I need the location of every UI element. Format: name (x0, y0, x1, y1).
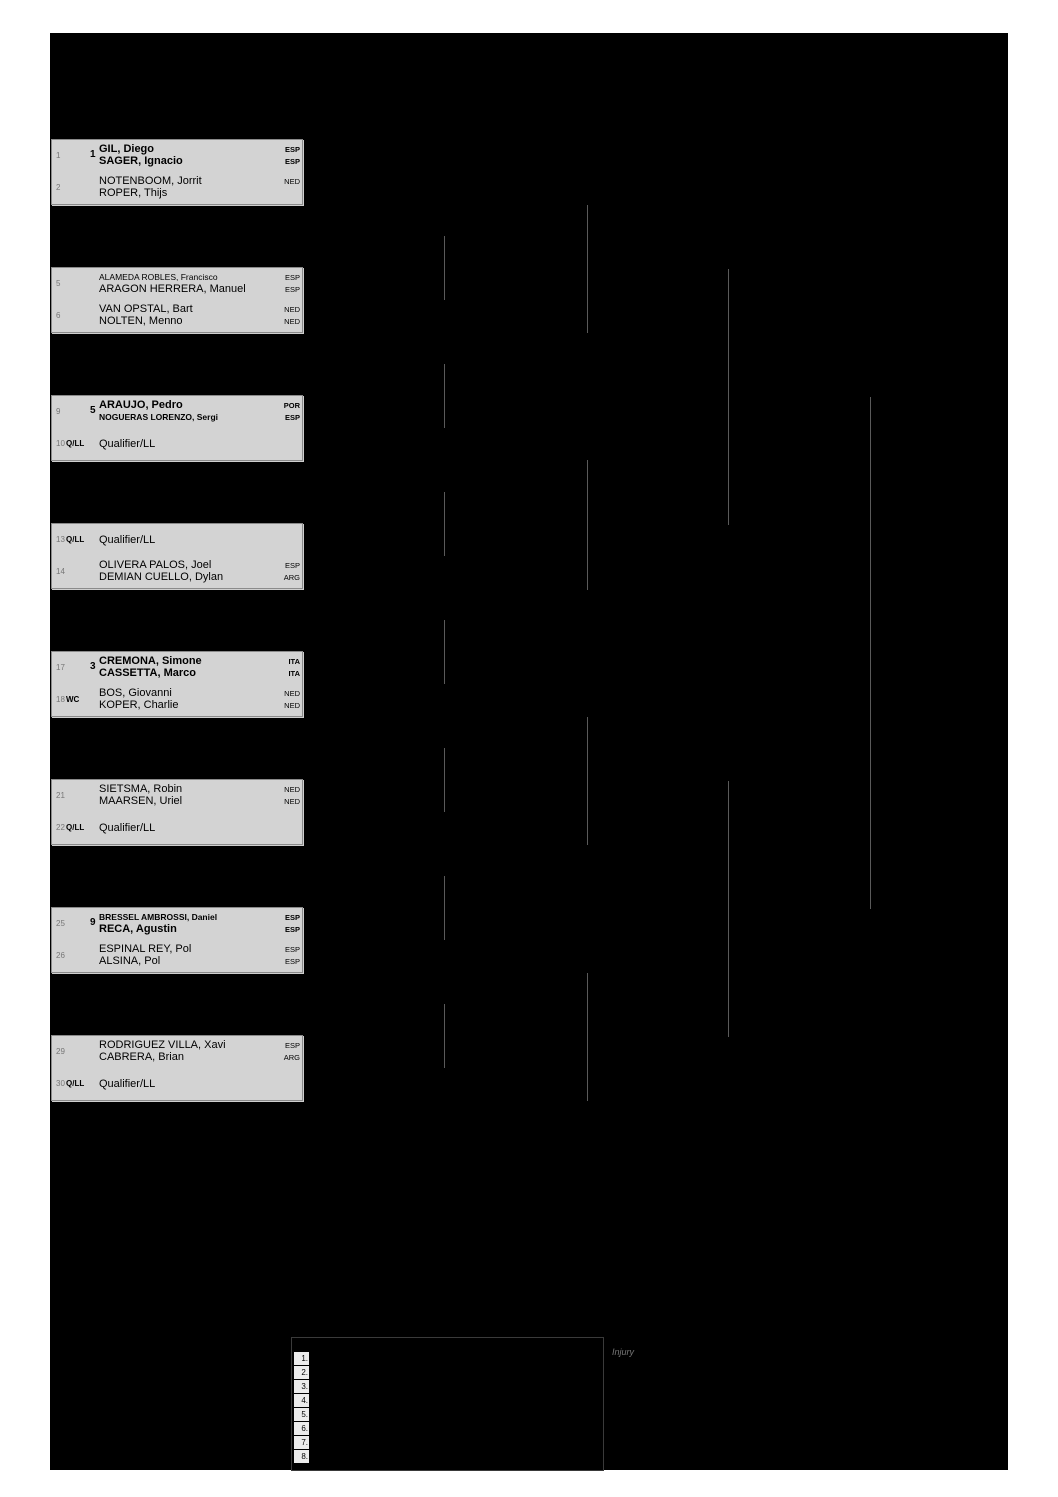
player-name: SIETSMA, Robin (99, 783, 183, 795)
alternate-row-number: 8. (294, 1450, 309, 1463)
bracket-line (587, 973, 588, 1037)
player-country: ITA (288, 657, 300, 666)
player-name: BOS, Giovanni (99, 687, 172, 699)
player-name: ALAMEDA ROBLES, Francisco (99, 272, 218, 282)
draw-number: 18 (56, 695, 65, 704)
player-country: ESP (284, 1041, 300, 1050)
player-country: POR (283, 401, 300, 410)
seed-number: 3 (90, 661, 96, 672)
player-country: ESP (284, 913, 300, 922)
draw-entry (52, 1068, 302, 1100)
bracket-line (444, 620, 445, 684)
alternate-row-number: 6. (294, 1422, 309, 1435)
draw-number: 5 (56, 279, 61, 288)
match-box (51, 139, 303, 205)
player-country: ESP (284, 957, 300, 966)
draw-number: 22 (56, 823, 65, 832)
player-country: NED (284, 701, 300, 710)
player-country: ESP (284, 157, 300, 166)
draw-entry (52, 1036, 302, 1068)
draw-number: 25 (56, 919, 65, 928)
player-country: ARG (283, 573, 300, 582)
draw-entry (52, 524, 302, 556)
bracket-line (587, 717, 588, 781)
draw-entry (52, 684, 302, 716)
player-country: ITA (288, 669, 300, 678)
draw-number: 30 (56, 1079, 65, 1088)
player-name: Qualifier/LL (99, 822, 156, 834)
alternate-row-number: 4. (294, 1394, 309, 1407)
draw-number: 26 (56, 951, 65, 960)
draw-entry (52, 908, 302, 940)
match-box (51, 1035, 303, 1101)
bracket-line (728, 397, 729, 525)
bracket-line (444, 1004, 445, 1068)
bracket-line (444, 364, 445, 428)
bracket-line (587, 525, 588, 590)
seed-number: 1 (90, 149, 96, 160)
entry-tag: Q/LL (66, 439, 85, 448)
player-country: NED (284, 689, 300, 698)
player-name: SAGER, Ignacio (99, 155, 183, 167)
player-name: NOTENBOOM, Jorrit (99, 175, 202, 187)
player-name: VAN OPSTAL, Bart (99, 303, 193, 315)
player-country: NED (284, 317, 300, 326)
player-name: Qualifier/LL (99, 534, 156, 546)
draw-entry (52, 556, 302, 588)
bracket-line (587, 1037, 588, 1101)
draw-entry (52, 396, 302, 428)
draw-number: 14 (56, 567, 65, 576)
player-name: KOPER, Charlie (99, 699, 179, 711)
draw-sheet-background (50, 33, 1008, 1470)
bracket-line (587, 269, 588, 333)
draw-number: 1 (56, 151, 61, 160)
bracket-line (444, 876, 445, 940)
player-name: DEMIAN CUELLO, Dylan (99, 571, 224, 583)
draw-number: 29 (56, 1047, 65, 1056)
player-country: ESP (284, 945, 300, 954)
alternate-row-number: 3. (294, 1380, 309, 1393)
draw-entry (52, 172, 302, 204)
player-name: NOGUERAS LORENZO, Sergi (99, 412, 219, 422)
player-country: ESP (284, 561, 300, 570)
player-country: ESP (284, 273, 300, 282)
player-name: CASSETTA, Marco (99, 667, 196, 679)
bracket-line (728, 269, 729, 397)
draw-entry (52, 652, 302, 684)
player-name: RECA, Agustin (99, 923, 177, 935)
alternate-row-number: 7. (294, 1436, 309, 1449)
draw-number: 6 (56, 311, 61, 320)
player-name: MAARSEN, Uriel (99, 795, 183, 807)
bracket-line (444, 492, 445, 556)
player-name: NOLTEN, Menno (99, 315, 183, 327)
draw-entry (52, 780, 302, 812)
draw-entry (52, 812, 302, 844)
draw-entry (52, 140, 302, 172)
player-country: NED (284, 797, 300, 806)
player-name: OLIVERA PALOS, Joel (99, 559, 212, 571)
injury-note: Injury (612, 1347, 635, 1357)
entry-tag: Q/LL (66, 823, 85, 832)
player-country: NED (284, 785, 300, 794)
alternate-row-number: 5. (294, 1408, 309, 1421)
draw-number: 13 (56, 535, 65, 544)
bracket-line (587, 781, 588, 845)
player-name: ALSINA, Pol (99, 955, 161, 967)
player-country: ESP (284, 925, 300, 934)
player-name: GIL, Diego (99, 143, 154, 155)
player-country: ESP (284, 145, 300, 154)
player-country: NED (284, 305, 300, 314)
draw-entry (52, 428, 302, 460)
seed-number: 9 (90, 917, 96, 928)
draw-entry (52, 940, 302, 972)
draw-number: 17 (56, 663, 65, 672)
match-box (51, 523, 303, 589)
bracket-line (444, 236, 445, 300)
player-name: Qualifier/LL (99, 1078, 156, 1090)
match-box (51, 395, 303, 461)
player-country: ESP (284, 285, 300, 294)
player-name: ROPER, Thijs (99, 187, 168, 199)
match-box (51, 779, 303, 845)
bracket-line (728, 781, 729, 909)
player-name: CABRERA, Brian (99, 1051, 184, 1063)
player-name: RODRIGUEZ VILLA, Xavi (99, 1039, 226, 1051)
alternates-table (291, 1337, 604, 1471)
bracket-line (587, 205, 588, 269)
player-country: NED (284, 177, 300, 186)
match-box (51, 907, 303, 973)
draw-number: 9 (56, 407, 61, 416)
bracket-line (444, 748, 445, 812)
draw-number: 21 (56, 791, 65, 800)
player-name: ARAUJO, Pedro (99, 399, 183, 411)
entry-tag: Q/LL (66, 535, 85, 544)
player-name: ESPINAL REY, Pol (99, 943, 192, 955)
match-box (51, 651, 303, 717)
match-box (51, 267, 303, 333)
draw-number: 10 (56, 439, 65, 448)
seed-number: 5 (90, 405, 96, 416)
player-name: ARAGON HERRERA, Manuel (99, 283, 246, 295)
bracket-line (728, 909, 729, 1037)
bracket-line (587, 460, 588, 525)
entry-tag: Q/LL (66, 1079, 85, 1088)
player-country: ESP (284, 413, 300, 422)
draw-entry (52, 300, 302, 332)
alternate-row-number: 1. (294, 1352, 309, 1365)
player-name: CREMONA, Simone (99, 655, 202, 667)
player-name: Qualifier/LL (99, 438, 156, 450)
player-name: BRESSEL AMBROSSI, Daniel (99, 912, 218, 922)
draw-entry (52, 268, 302, 300)
entry-tag: WC (66, 695, 80, 704)
player-country: ARG (283, 1053, 300, 1062)
alternate-row-number: 2. (294, 1366, 309, 1379)
draw-number: 2 (56, 183, 61, 192)
bracket-line (870, 397, 871, 909)
